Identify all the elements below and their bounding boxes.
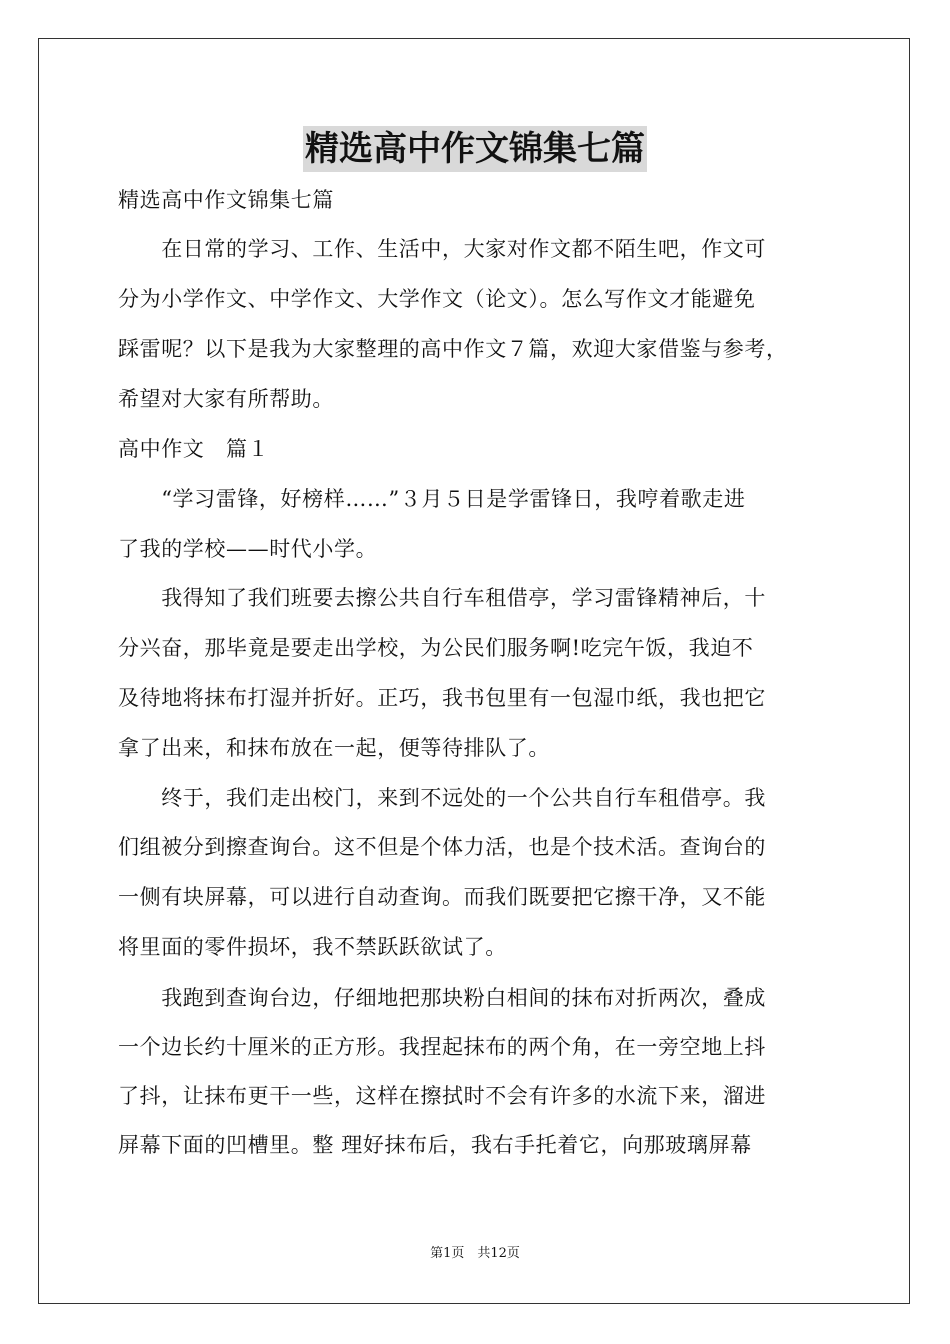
page-number-footer: 第1页 共12页 [430, 1246, 520, 1261]
title-container [0, 126, 950, 172]
text-line-18: 一个边长约十厘米的正方形。我捏起抹布的两个角，在一旁空地上抖 [118, 1035, 766, 1059]
document-title: 精选高中作文锦集七篇 [303, 126, 647, 172]
text-line-13: 终于，我们走出校门，来到不远处的一个公共自行车租借亭。我 [118, 786, 766, 810]
text-line-4: 踩雷呢？以下是我为大家整理的高中作文７篇，欢迎大家借鉴与参考， [118, 337, 788, 361]
text-line-9: 我得知了我们班要去擦公共自行车租借亭，学习雷锋精神后，十 [118, 586, 766, 610]
text-line-3: 分为小学作文、中学作文、大学作文（论文）。怎么写作文才能避免 [118, 287, 756, 311]
text-line-19: 了抖，让抹布更干一些，这样在擦拭时不会有许多的水流下来，溜进 [118, 1084, 766, 1108]
text-line-14: 们组被分到擦查询台。这不但是个体力活，也是个技术活。查询台的 [118, 835, 766, 859]
text-line-8: 了我的学校——时代小学。 [118, 537, 378, 561]
text-line-12: 拿了出来，和抹布放在一起，便等待排队了。 [118, 736, 550, 760]
text-line-16: 将里面的零件损坏，我不禁跃跃欲试了。 [118, 935, 507, 959]
text-line-11: 及待地将抹布打湿并折好。正巧，我书包里有一包湿巾纸，我也把它 [118, 686, 766, 710]
text-line-5: 希望对大家有所帮助。 [118, 387, 334, 411]
text-line-1: 精选高中作文锦集七篇 [118, 188, 334, 212]
page-border [38, 38, 910, 1304]
text-line-17: 我跑到查询台边，仔细地把那块粉白相间的抹布对折两次，叠成 [118, 986, 766, 1010]
text-line-2: 在日常的学习、工作、生活中，大家对作文都不陌生吧，作文可 [118, 237, 766, 261]
text-line-7: “学习雷锋，好榜样……”３月５日是学雷锋日，我哼着歌走进 [118, 487, 746, 511]
section-heading: 高中作文 篇１ [118, 437, 270, 461]
text-line-10: 分兴奋，那毕竟是要走出学校，为公民们服务啊!吃完午饭，我迫不 [118, 636, 754, 660]
text-line-20: 屏幕下面的凹槽里。整 理好抹布后，我右手托着它，向那玻璃屏幕 [118, 1133, 752, 1157]
text-line-15: 一侧有块屏幕，可以进行自动查询。而我们既要把它擦干净，又不能 [118, 885, 766, 909]
